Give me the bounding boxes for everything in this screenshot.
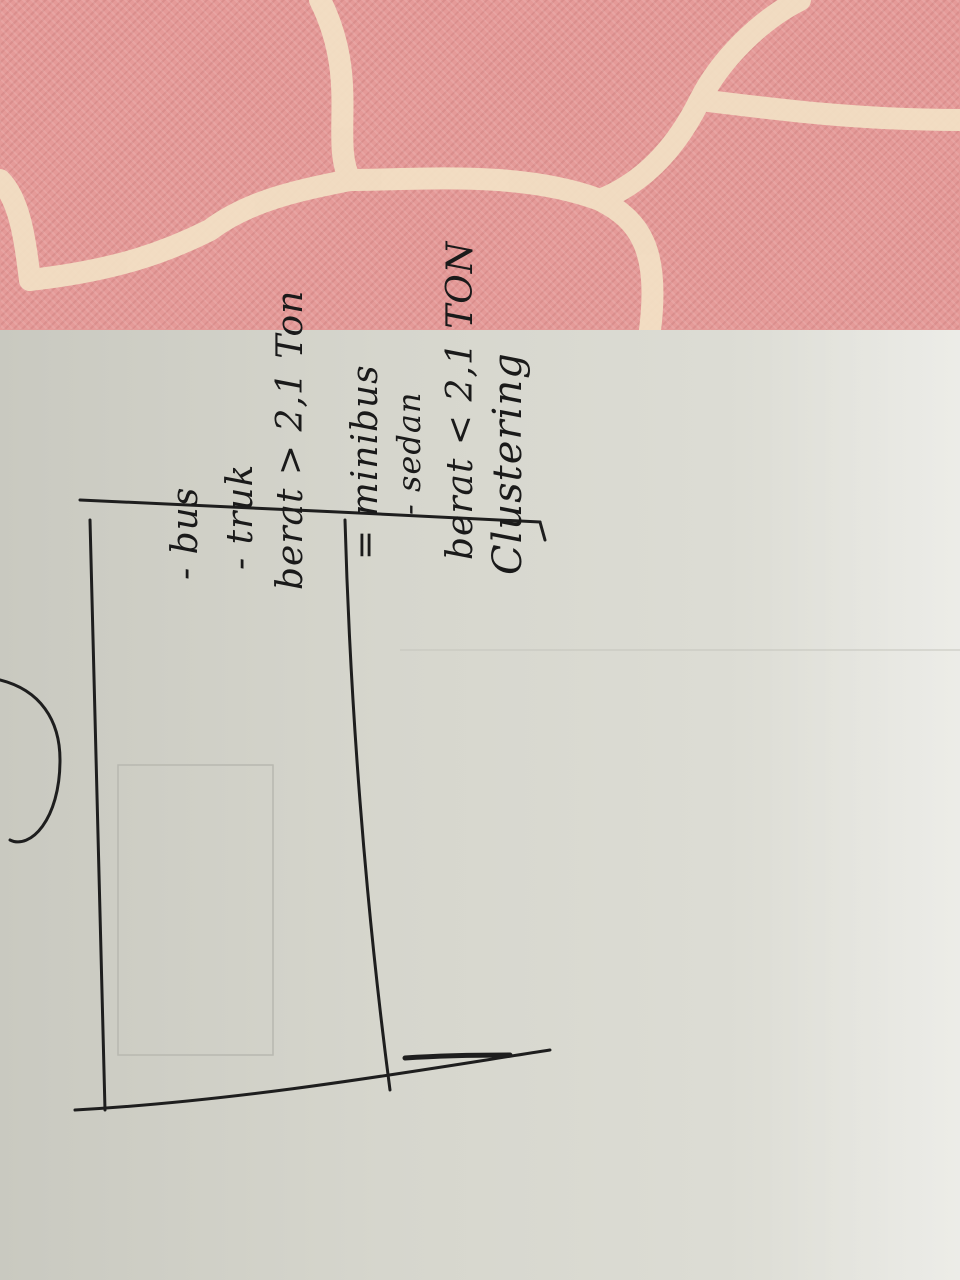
notes-line-truk: - truk (220, 463, 261, 570)
notes-line-weight-over: berat > 2,1 Ton (270, 289, 311, 590)
notes-line-sedan: - sedan (390, 391, 428, 515)
notes-line-weight-under: berat < 2,1 TON (440, 240, 481, 560)
notes-line-minibus: = minibus (345, 364, 386, 560)
page-edge-scribble (0, 680, 60, 842)
handwritten-notes (95, 240, 555, 1115)
notes-line-bus: - bus (165, 486, 206, 580)
notes-title: Clustering (485, 352, 531, 575)
